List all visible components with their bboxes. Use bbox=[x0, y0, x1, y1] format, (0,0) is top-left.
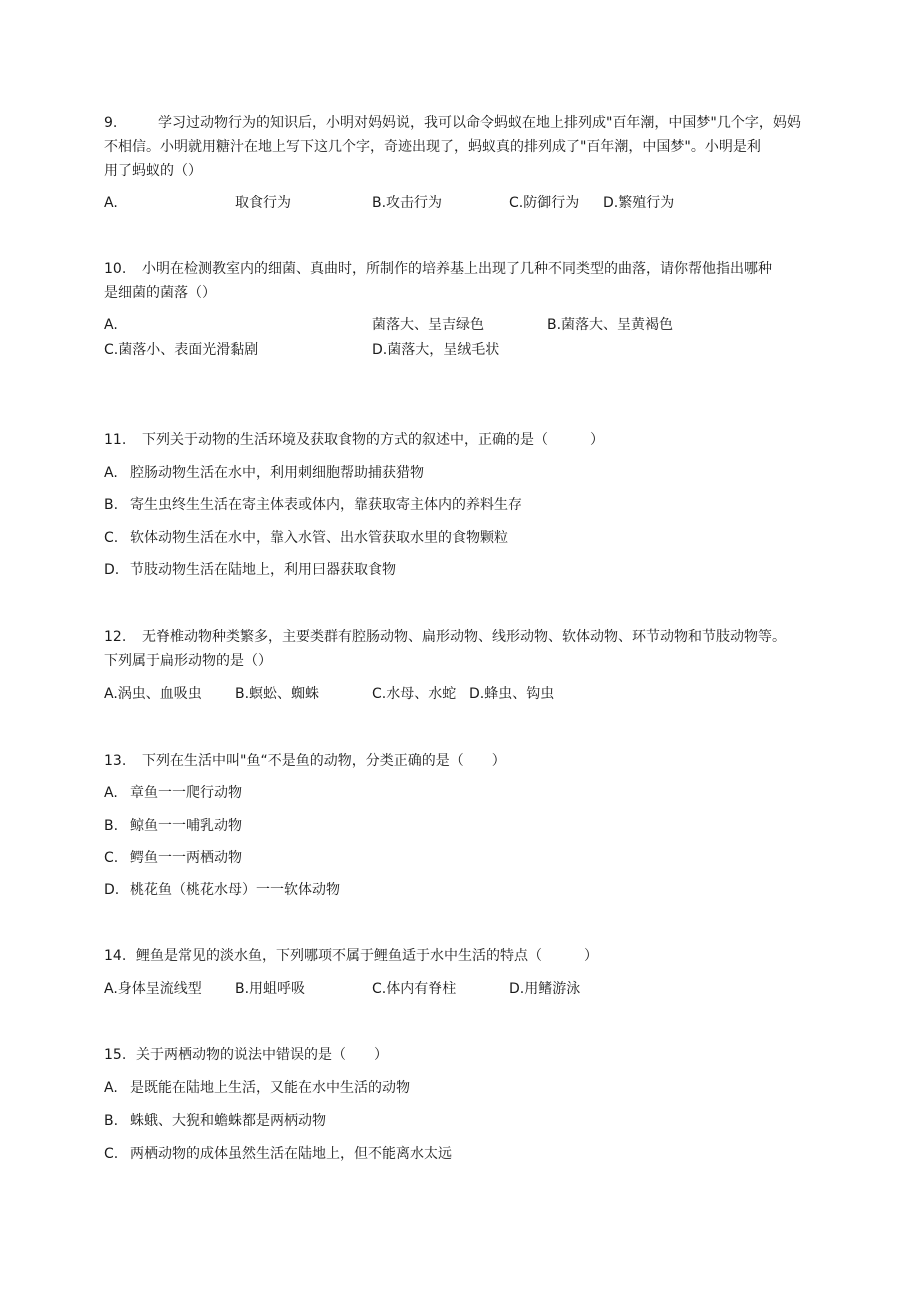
option-c-label: C. bbox=[104, 850, 119, 866]
option-d-label: D. bbox=[104, 882, 120, 898]
option-b: 寄生虫终生生活在寄主体表或体内，靠获取寄主体内的养料生存 bbox=[130, 497, 522, 513]
option-b: B.用蛆呼吸 bbox=[235, 981, 306, 997]
option-a-label: A. bbox=[104, 465, 118, 481]
option-a-label: A. bbox=[104, 785, 118, 801]
question-stem: 下列在生活中叫"鱼“不是鱼的动物，分类正确的是（ ） bbox=[142, 753, 506, 769]
question-stem: 关于两栖动物的说法中错误的是（ ） bbox=[136, 1047, 388, 1063]
option-b: B.菌落大、呈黄褐色 bbox=[547, 317, 674, 333]
option-c: C.体内有脊柱 bbox=[372, 981, 457, 997]
option-c: C.菌落小、表面光滑黏剧 bbox=[104, 342, 259, 358]
question-stem: 下列关于动物的生活环境及获取食物的方式的叙述中，正确的是（ ） bbox=[142, 432, 604, 448]
option-b-label: B. bbox=[104, 818, 119, 834]
option-d: D.蜂虫、钩虫 bbox=[469, 686, 555, 702]
option-d-label: D. bbox=[104, 562, 120, 578]
option-a: A.身体呈流线型 bbox=[104, 981, 202, 997]
option-c-label: C. bbox=[104, 530, 119, 546]
option-c: 软体动物生活在水中，靠入水管、出水管获取水里的食物颗粒 bbox=[130, 530, 508, 546]
option-c: 两栖动物的成体虽然生活在陆地上，但不能离水太远 bbox=[130, 1146, 452, 1162]
question-stem: 用了蚂蚁的（） bbox=[104, 163, 202, 179]
option-c: C.水母、水蛇 bbox=[372, 686, 457, 702]
question-number: 15. bbox=[104, 1047, 127, 1063]
question-number: 9. bbox=[104, 115, 118, 131]
option-a: 章鱼一一爬行动物 bbox=[130, 785, 242, 801]
option-d: 节肢动物生活在陆地上，利用曰器获取食物 bbox=[130, 562, 396, 578]
question-stem: 下列属于扁形动物的是（） bbox=[104, 653, 272, 669]
option-b-label: B. bbox=[104, 1113, 119, 1129]
question-stem: 是细菌的菌落（） bbox=[104, 285, 216, 301]
question-number: 12. bbox=[104, 629, 127, 645]
option-a-label: A. bbox=[104, 317, 118, 333]
option-d: D.繁殖行为 bbox=[603, 195, 675, 211]
option-a: 是既能在陆地上生活，又能在水中生活的动物 bbox=[130, 1080, 410, 1096]
option-c: C.防御行为 bbox=[509, 195, 580, 211]
question-number: 10. bbox=[104, 261, 127, 277]
option-b: B.螟蚣、蜘蛛 bbox=[235, 686, 320, 702]
question-stem: 鲤鱼是常见的淡水鱼，下列哪项不属于鲤鱼适于水中生活的特点（ ） bbox=[136, 948, 598, 964]
option-a: 菌落大、呈吉绿色 bbox=[372, 317, 484, 333]
question-number: 13. bbox=[104, 753, 127, 769]
option-d: 桃花鱼（桃花水母）一一软体动物 bbox=[130, 882, 340, 898]
option-d: D.菌落大，呈绒毛状 bbox=[372, 342, 500, 358]
option-a: A.涡虫、血吸虫 bbox=[104, 686, 202, 702]
option-b: 蛛蛾、大猊和蟾蛛都是两柄动物 bbox=[130, 1113, 326, 1129]
question-number: 11. bbox=[104, 432, 127, 448]
question-number: 14. bbox=[104, 948, 127, 964]
option-a: 腔肠动物生活在水中，利用刺细胞帮助捕获猎物 bbox=[130, 465, 424, 481]
option-c-label: C. bbox=[104, 1146, 119, 1162]
option-a: 取食行为 bbox=[235, 195, 291, 211]
option-a-label: A. bbox=[104, 195, 118, 211]
option-b: 鲸鱼一一哺乳动物 bbox=[130, 818, 242, 834]
question-stem: 不相信。小明就用糖汁在地上写下这几个字，奇迹出现了，蚂蚁真的排列成了"百年潮，中国梦"。小明是利 bbox=[104, 139, 761, 155]
question-stem: 小明在检测教室内的细菌、真曲时，所制作的培养基上出现了几种不同类型的曲落，请你帮他指出哪种 bbox=[142, 261, 772, 277]
option-b-label: B. bbox=[104, 497, 119, 513]
question-stem: 学习过动物行为的知识后，小明对妈妈说，我可以命令蚂蚁在地上排列成"百年潮，中国梦"几个字，妈妈 bbox=[158, 115, 801, 131]
option-b: B.攻击行为 bbox=[372, 195, 443, 211]
option-a-label: A. bbox=[104, 1080, 118, 1096]
option-c: 鳄鱼一一两栖动物 bbox=[130, 850, 242, 866]
option-d: D.用鳍游泳 bbox=[509, 981, 581, 997]
question-stem: 无脊椎动物种类繁多，主要类群有腔肠动物、扁形动物、线形动物、软体动物、环节动物和节肢动物等。 bbox=[142, 629, 786, 645]
